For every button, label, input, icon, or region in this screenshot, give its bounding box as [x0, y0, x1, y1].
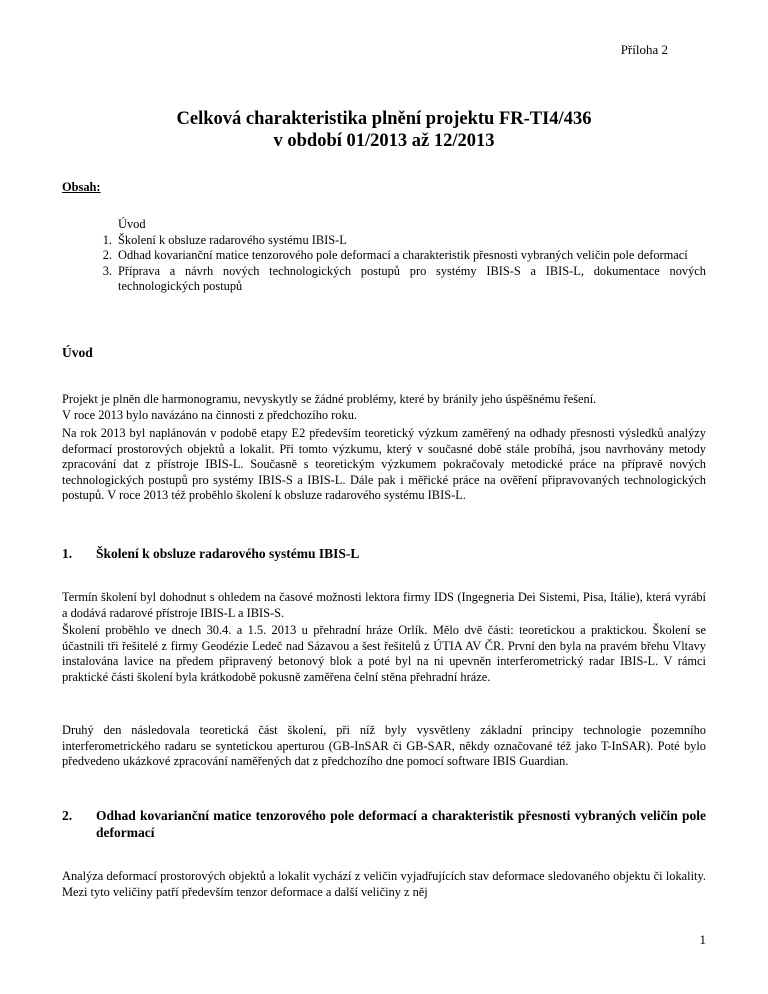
section-2-paragraph-1: Analýza deformací prostorových objektů a lokalit vychází z veličin vyjadřujících stav deformace sledovaného objektu či lokality. Mezi tyto veličiny patří především tenzor deformace a další veličiny z něj [62, 869, 706, 899]
toc-item-number [62, 217, 118, 233]
toc-item [62, 264, 706, 295]
toc-item [62, 248, 706, 264]
intro-paragraph-2: Na rok 2013 byl naplánován v podobě etapy E2 především teoretický výzkum zaměřený na odhady přesnosti výsledků analýzy deformací prostorových objektů a lokalit. Při tomto výzkumu, který v současné době stále probíhá, jsou navrhovány metody zpracování dat z přístroje IBIS-L. Současně s teoretickým výzkumem pokračovaly metodické práce na přípravě nových technologických postupů pro systémy IBIS-S a IBIS-L. Dále pak i měřické práce na ověření připravovaných technologických postupů. V roce 2013 též proběhlo školení k obsluze radarového systému IBIS-L. [62, 426, 706, 503]
section-1-number: 1. [62, 546, 73, 561]
section-2-title: Odhad kovarianční matice tenzorového pole deformací a charakteristik přesnosti vybraných veličin pole deformací [96, 808, 706, 840]
intro-heading: Úvod [62, 345, 93, 360]
intro-paragraph-1-line-2: V roce 2013 bylo navázáno na činnosti z předchozího roku. [62, 407, 357, 422]
document-title [0, 108, 768, 152]
title-line-1: Celková charakteristika plnění projektu FR-TI4/436 [176, 109, 592, 129]
toc-item [62, 217, 706, 233]
toc-item [62, 233, 706, 249]
section-1-title: Školení k obsluze radarového systému IBIS-L [96, 546, 360, 561]
page-number: 1 [699, 932, 706, 947]
toc-item-text: Odhad kovarianční matice tenzorového pole deformací a charakteristik přesnosti vybraných veličin pole deformací [118, 248, 688, 263]
table-of-contents [62, 217, 706, 295]
title-line-2: v období 01/2013 až 12/2013 [273, 131, 495, 151]
section-1-paragraph-2: Školení proběhlo ve dnech 30.4. a 1.5. 2013 u přehradní hráze Orlík. Mělo dvě části: teoretickou a praktickou. Školení se účastnili tři řešitelé z firmy Geodézie Ledeč nad Sázavou a šest řešitelů z ÚTIA AV ČR. První den byla na pravém břehu Vltavy instalována lavice na předem připravený betonový blok a poté byl na ni upevněn interferometrický radar IBIS-L. V rámci praktické části školení byla krátkodobě pokusně zaměřena čelní stěna přehradní hráze. [62, 623, 706, 684]
toc-item-text: Školení k obsluze radarového systému IBIS-L [118, 232, 347, 247]
contents-heading: Obsah: [62, 180, 101, 194]
section-2-number: 2. [62, 808, 73, 823]
toc-item-number: 1. [102, 232, 112, 247]
toc-item-text: Příprava a návrh nových technologických postupů pro systémy IBIS-S a IBIS-L, dokumentace nových technologických postupů [118, 263, 706, 294]
intro-paragraph-1-line-1: Projekt je plněn dle harmonogramu, nevyskytly se žádné problémy, které by bránily jeho úspěšnému řešení. [62, 392, 597, 406]
toc-item-number: 2. [102, 248, 112, 263]
section-1-paragraph-3: Druhý den následovala teoretická část školení, při níž byly vysvětleny základní principy technologie pozemního interferometrického radaru se syntetickou aperturou (GB-InSAR či GB-SAR, někdy označované též jako T-InSAR). Poté bylo předvedeno ukázkové zpracování naměřených dat z předchozího dne pomocí software IBIS Guardian. [62, 723, 706, 769]
annex-label: Příloha 2 [620, 42, 668, 57]
toc-item-text: Úvod [118, 217, 146, 231]
intro-paragraph-1 [62, 392, 706, 423]
toc-item-number: 3. [102, 263, 112, 278]
section-1-heading [62, 545, 706, 562]
section-2-heading [62, 807, 706, 841]
section-1-paragraph-1: Termín školení byl dohodnut s ohledem na časové možnosti lektora firmy IDS (Ingegneria Dei Sistemi, Pisa, Itálie), která vyrábí a dodává radarové přístroje IBIS-L a IBIS-S. [62, 590, 706, 620]
